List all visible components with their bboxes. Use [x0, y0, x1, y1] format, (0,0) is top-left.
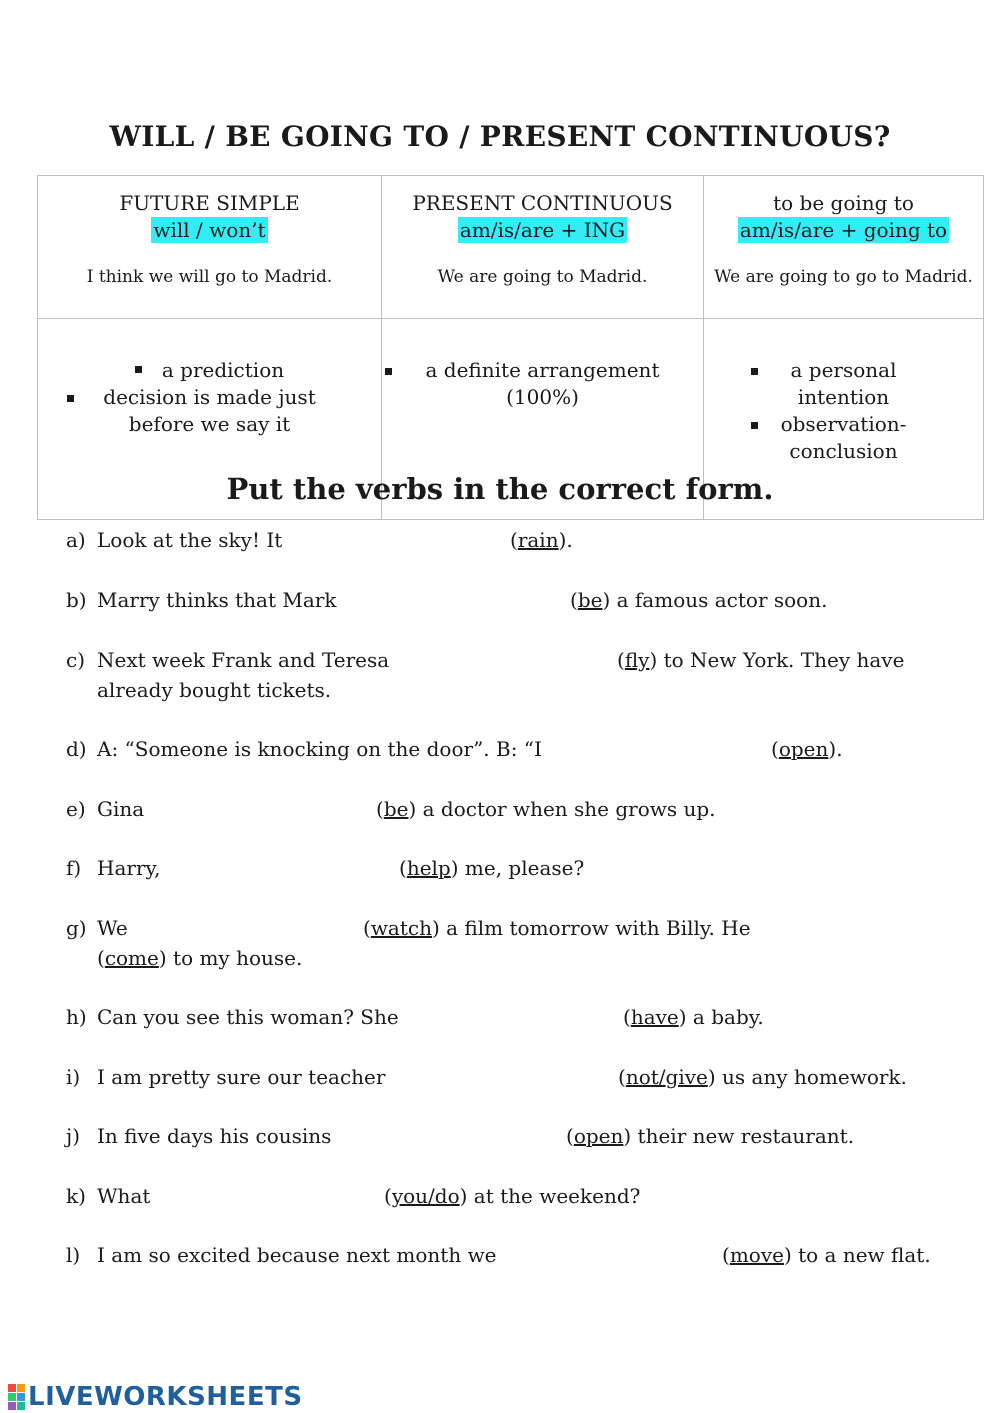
bullet-icon [751, 422, 758, 429]
use-item: decision is made just before we say it [85, 384, 335, 438]
table-header-row [38, 176, 984, 319]
future-simple-header [38, 176, 382, 319]
verb-hint: (fly) to New York. They have [617, 648, 905, 672]
column-formula: am/is/are + going to [739, 218, 948, 242]
page-title: WILL / BE GOING TO / PRESENT CONTINUOUS? [109, 120, 891, 153]
column-example: We are going to go to Madrid. [714, 267, 973, 287]
column-example: I think we will go to Madrid. [86, 267, 333, 287]
use-item: observation-conclusion [779, 411, 909, 465]
column-formula: am/is/are + ING [459, 218, 626, 242]
logo-icon [8, 1384, 25, 1410]
verb-hint: (be) a doctor when she grows up. [376, 797, 716, 821]
bullet-icon [385, 368, 392, 375]
logo-square [17, 1393, 25, 1401]
logo-text: LIVEWORKSHEETS [28, 1382, 303, 1412]
verb-hint: (come) to my house. [97, 946, 303, 970]
verb-hint: (you/do) at the weekend? [384, 1184, 641, 1208]
column-name: to be going to [773, 191, 914, 215]
column-name: PRESENT CONTINUOUS [412, 191, 673, 215]
exercise-instructions: Put the verbs in the correct form. [226, 472, 774, 506]
verb-hint: (help) me, please? [399, 856, 585, 880]
column-formula: will / won’t [153, 218, 266, 242]
verb-hint: (have) a baby. [623, 1005, 764, 1029]
present-continuous-header [382, 176, 704, 319]
verb-hint: (open). [771, 737, 843, 761]
column-name: FUTURE SIMPLE [119, 191, 300, 215]
bullet-icon [67, 395, 74, 402]
column-example: We are going to Madrid. [437, 267, 648, 287]
logo-square [8, 1393, 16, 1401]
going-to-header [704, 176, 984, 319]
bullet-icon [751, 368, 758, 375]
verb-hint: (be) a famous actor soon. [570, 588, 828, 612]
use-item: a definite arrangement (100%) [413, 357, 673, 411]
use-item: a prediction [85, 357, 335, 384]
logo-square [17, 1402, 25, 1410]
verb-hint: (watch) a film tomorrow with Billy. He [363, 916, 751, 940]
bullet-icon [135, 366, 142, 373]
verb-hint: (move) to a new flat. [722, 1243, 931, 1267]
grammar-table [37, 175, 984, 520]
verb-hint: (rain). [510, 528, 573, 552]
logo-square [8, 1402, 16, 1410]
logo-square [8, 1384, 16, 1392]
use-item: a personal intention [779, 357, 909, 411]
logo-square [17, 1384, 25, 1392]
verb-hint: (open) their new restaurant. [566, 1124, 855, 1148]
verb-hint: (not/give) us any homework. [618, 1065, 907, 1089]
liveworksheets-logo[interactable] [8, 1383, 303, 1411]
